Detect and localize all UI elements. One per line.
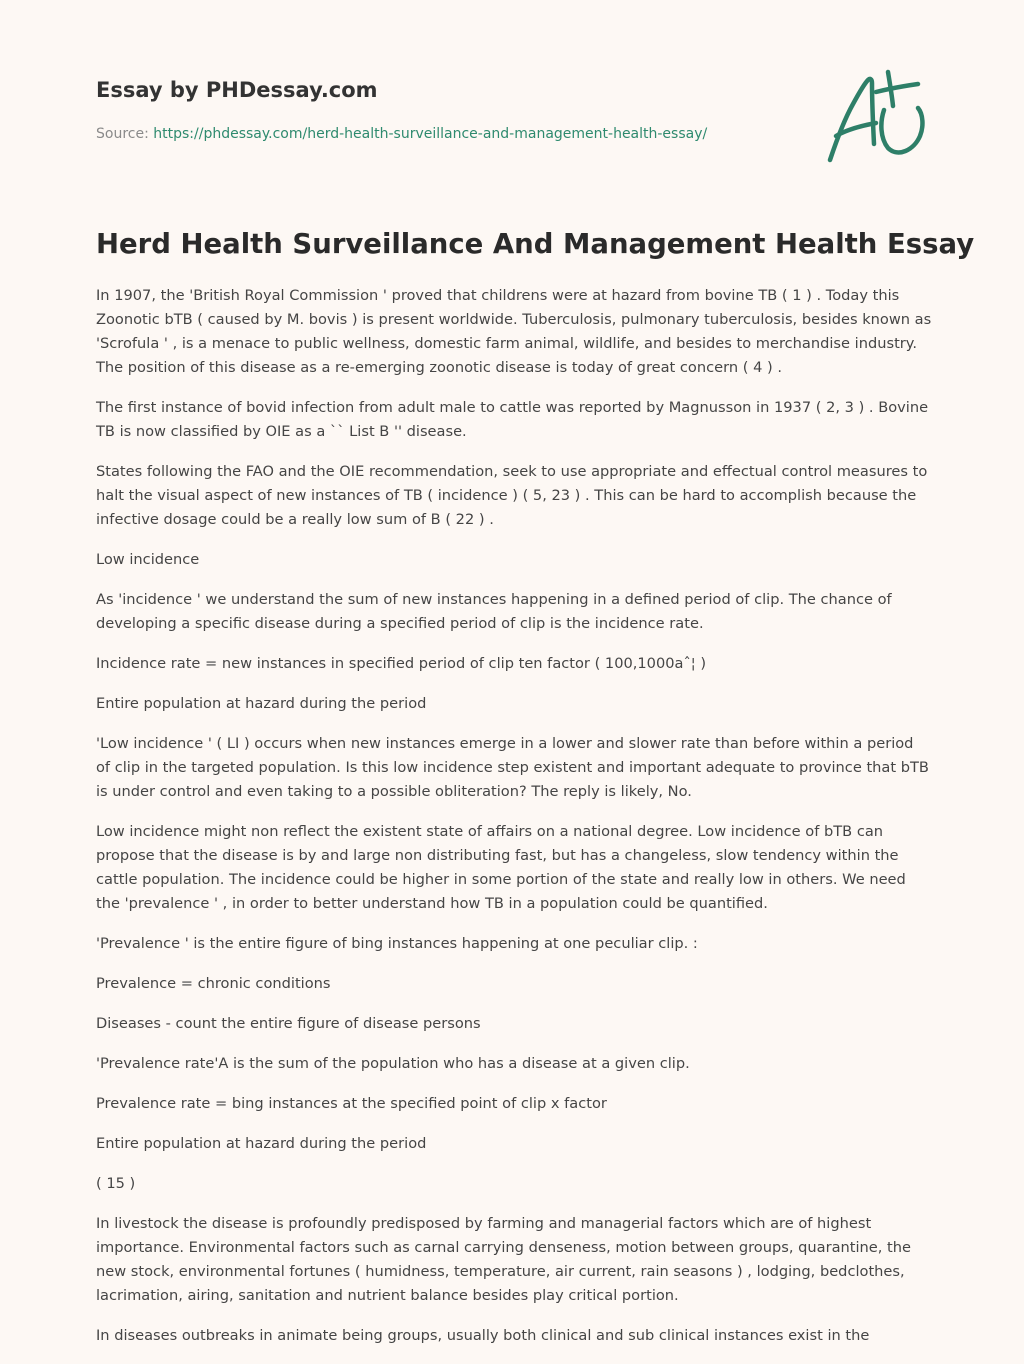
paragraph: Prevalence = chronic conditions: [96, 975, 331, 992]
essay-title: Herd Health Surveillance And Management Health Essay: [96, 228, 975, 260]
paragraph: Low incidence might non reflect the existent state of affairs on a national degree. Low incidence of bTB can propose that the disease is by and large non distributing fast, but has a changeless, slow tendency within the cattle population. The incidence could be higher in some portion of the state and really low in others. We need the 'prevalence ' , in order to better understand how TB in a population could be quantified.: [96, 823, 906, 912]
paragraph: Entire population at hazard during the period: [96, 1135, 427, 1152]
a-plus-logo-icon: [818, 66, 930, 166]
source-line: [96, 124, 796, 144]
paragraph: States following the FAO and the OIE recommendation, seek to use appropriate and effectual control measures to halt the visual aspect of new instances of TB ( incidence ) ( 5, 23 ) . This can be hard to accomplish because the infective dosage could be a really low sum of B ( 22 ) .: [96, 463, 928, 528]
paragraph: Diseases - count the entire figure of disease persons: [96, 1015, 481, 1032]
paragraph: The first instance of bovid infection from adult male to cattle was reported by Magnusson in 1937 ( 2, 3 ) . Bovine TB is now classified by OIE as a `` List B '' disease.: [96, 399, 929, 440]
site-title: Essay by PHDessay.com: [96, 78, 378, 102]
paragraph: Incidence rate = new instances in specified period of clip ten factor ( 100,1000aˆ¦ ): [96, 655, 707, 672]
paragraph: In 1907, the 'British Royal Commission ' proved that childrens were at hazard from bovine TB ( 1 ) . Today this Zoonotic bTB ( caused by M. bovis ) is present worldwide. Tuberculosis, pulmonary tuberculosis, besides known as 'Scrofula ' , is a menace to public wellness, domestic farm animal, wildlife, and besides to merchandise industry. The position of this disease as a re-emerging zoonotic disease is today of great concern ( 4 ) .: [96, 287, 932, 376]
paragraph: In diseases outbreaks in animate being groups, usually both clinical and sub clinical instances exist in the: [96, 1327, 870, 1344]
paragraph: ( 15 ): [96, 1175, 136, 1192]
paragraph: Low incidence: [96, 551, 200, 568]
paragraph: As 'incidence ' we understand the sum of new instances happening in a defined period of clip. The chance of developing a specific disease during a specified period of clip is the incidence rate.: [96, 591, 892, 632]
paragraph: Prevalence rate = bing instances at the specified point of clip x factor: [96, 1095, 607, 1112]
site-header: [96, 76, 796, 144]
paragraph: In livestock the disease is profoundly predisposed by farming and managerial factors which are of highest importance. Environmental factors such as carnal carrying denseness, motion between groups, quarantine, the new stock, environmental fortunes ( humidness, temperature, air current, rain seasons ) , lodging, bedclothes, lacrimation, airing, sanitation and nutrient balance besides play critical portion.: [96, 1215, 911, 1304]
paragraph: 'Prevalence ' is the entire figure of bing instances happening at one peculiar clip. :: [96, 935, 698, 952]
paragraph: 'Low incidence ' ( LI ) occurs when new instances emerge in a lower and slower rate than before within a period of clip in the targeted population. Is this low incidence step existent and important adequate to province that bTB is under control and even taking to a possible obliteration? The reply is likely, No.: [96, 735, 929, 800]
source-label: Source:: [96, 126, 149, 142]
paragraph: Entire population at hazard during the period: [96, 695, 427, 712]
essay-body: [96, 284, 932, 1364]
source-link[interactable]: https://phdessay.com/herd-health-surveillance-and-management-health-essay/: [153, 126, 708, 142]
paragraph: 'Prevalence rate'A is the sum of the population who has a disease at a given clip.: [96, 1055, 690, 1072]
